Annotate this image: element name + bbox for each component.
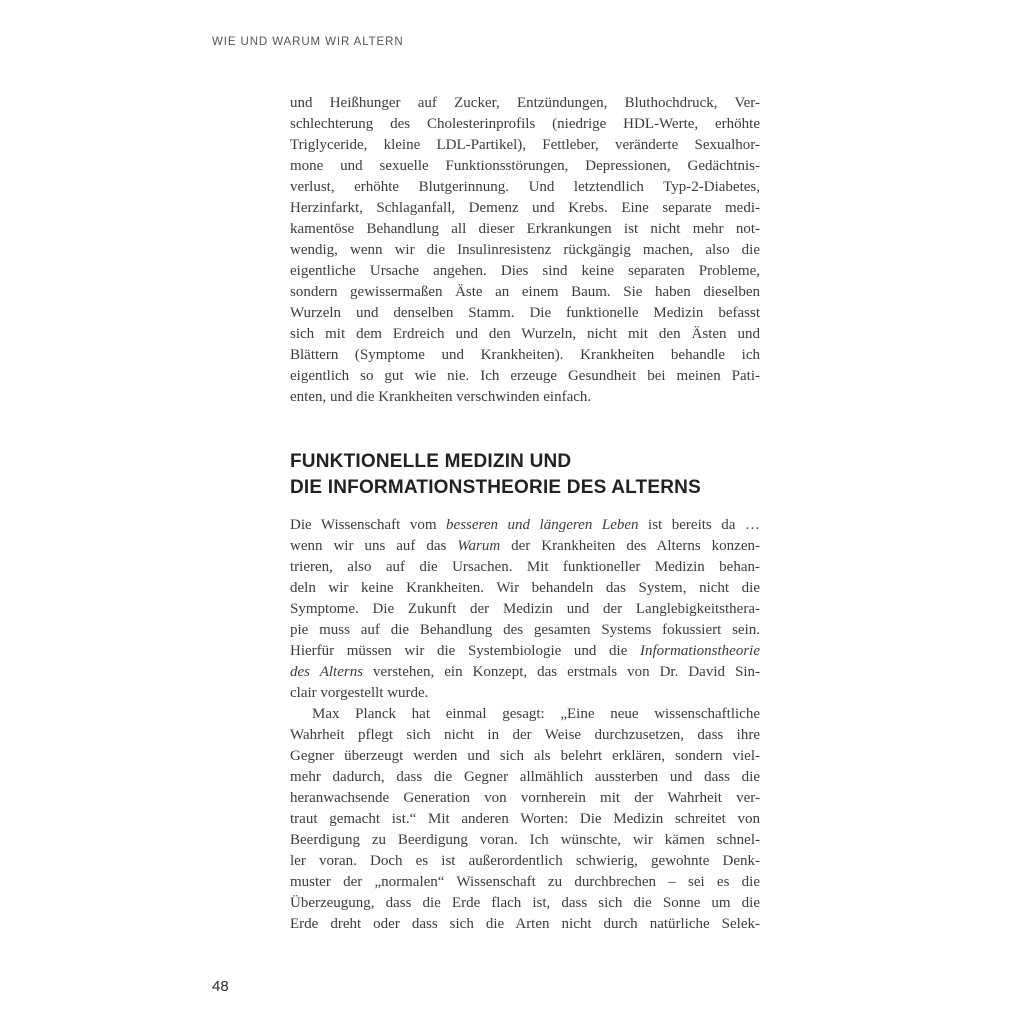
text-line: eigentliche Ursache angehen. Dies sind keine separaten Probleme, bbox=[290, 263, 760, 279]
text-line: enten, und die Krankheiten verschwinden einfach. bbox=[290, 389, 592, 405]
body-paragraph bbox=[290, 515, 760, 704]
text-line: sondern gewissermaßen Äste an einem Baum. Sie haben dieselben bbox=[290, 284, 760, 300]
text-line: Wurzeln und denselben Stamm. Die funktionelle Medizin befasst bbox=[290, 305, 760, 321]
text-line: heranwachsende Generation von vornherein mit der Wahrheit ver- bbox=[290, 790, 760, 806]
text-line: Blättern (Symptome und Krankheiten). Krankheiten behandle ich bbox=[290, 347, 760, 363]
text-line: ler voran. Doch es ist außerordentlich schwierig, gewohnte Denk- bbox=[290, 853, 760, 869]
page-content bbox=[290, 93, 760, 935]
text-line: mehr dadurch, dass die Gegner allmählich aussterben und dass die bbox=[290, 769, 760, 785]
text-line: kamentöse Behandlung all dieser Erkrankungen ist nicht mehr not- bbox=[290, 221, 760, 237]
section-heading-line: FUNKTIONELLE MEDIZIN UND bbox=[290, 451, 572, 472]
text-line: wenn wir uns auf das Warum der Krankheiten des Alterns konzen- bbox=[290, 538, 760, 554]
text-line: Hierfür müssen wir die Systembiologie und die Informationstheorie bbox=[290, 643, 760, 659]
text-line: Die Wissenschaft vom besseren und längeren Leben ist bereits da … bbox=[290, 517, 760, 533]
text-line: Gegner überzeugt werden und sich als belehrt erklären, sondern viel- bbox=[290, 748, 760, 764]
text-line: deln wir keine Krankheiten. Wir behandeln das System, nicht die bbox=[290, 580, 760, 596]
text-line: verlust, erhöhte Blutgerinnung. Und letztendlich Typ-2-Diabetes, bbox=[290, 179, 760, 195]
text-line: Erde dreht oder dass sich die Arten nicht durch natürliche Selek- bbox=[290, 916, 760, 932]
body-paragraph bbox=[290, 93, 760, 408]
text-line: Überzeugung, dass die Erde flach ist, dass sich die Sonne um die bbox=[290, 895, 760, 911]
text-line: Wahrheit pflegt sich nicht in der Weise durchzusetzen, dass ihre bbox=[290, 727, 760, 743]
text-line: Max Planck hat einmal gesagt: „Eine neue wissenschaftliche bbox=[312, 706, 760, 722]
text-line: Beerdigung zu Beerdigung voran. Ich wünschte, wir kämen schnel- bbox=[290, 832, 760, 848]
text-line: des Alterns verstehen, ein Konzept, das erstmals von Dr. David Sin- bbox=[290, 664, 760, 680]
text-line: Herzinfarkt, Schlaganfall, Demenz und Krebs. Eine separate medi- bbox=[290, 200, 760, 216]
text-line: eigentlich so gut wie nie. Ich erzeuge Gesundheit bei meinen Pati- bbox=[290, 368, 760, 384]
text-line: schlechterung des Cholesterinprofils (niedrige HDL-Werte, erhöhte bbox=[290, 116, 760, 132]
text-line: sich mit dem Erdreich und den Wurzeln, nicht mit den Ästen und bbox=[290, 326, 760, 342]
text-line: muster der „normalen“ Wissenschaft zu durchbrechen – sei es die bbox=[290, 874, 760, 890]
running-header: WIE UND WARUM WIR ALTERN bbox=[212, 36, 404, 48]
text-line: trieren, also auf die Ursachen. Mit funktioneller Medizin behan- bbox=[290, 559, 760, 575]
text-line: wendig, wenn wir die Insulinresistenz rückgängig machen, also die bbox=[290, 242, 760, 258]
text-line: Triglyceride, kleine LDL-Partikel), Fettleber, veränderte Sexualhor- bbox=[290, 137, 760, 153]
text-line: und Heißhunger auf Zucker, Entzündungen, Bluthochdruck, Ver- bbox=[290, 95, 760, 111]
text-line: mone und sexuelle Funktionsstörungen, Depressionen, Gedächtnis- bbox=[290, 158, 760, 174]
text-line: clair vorgestellt wurde. bbox=[290, 685, 429, 701]
body-paragraph bbox=[290, 704, 760, 935]
text-line: traut gemacht ist.“ Mit anderen Worten: Die Medizin schreitet von bbox=[290, 811, 760, 827]
page-number: 48 bbox=[212, 978, 229, 995]
text-line: Symptome. Die Zukunft der Medizin und der Langlebigkeitsthera- bbox=[290, 601, 760, 617]
section-heading bbox=[290, 449, 760, 501]
text-line: pie muss auf die Behandlung des gesamten Systems fokussiert sein. bbox=[290, 622, 760, 638]
section-heading-line: DIE INFORMATIONSTHEORIE DES ALTERNS bbox=[290, 477, 701, 498]
